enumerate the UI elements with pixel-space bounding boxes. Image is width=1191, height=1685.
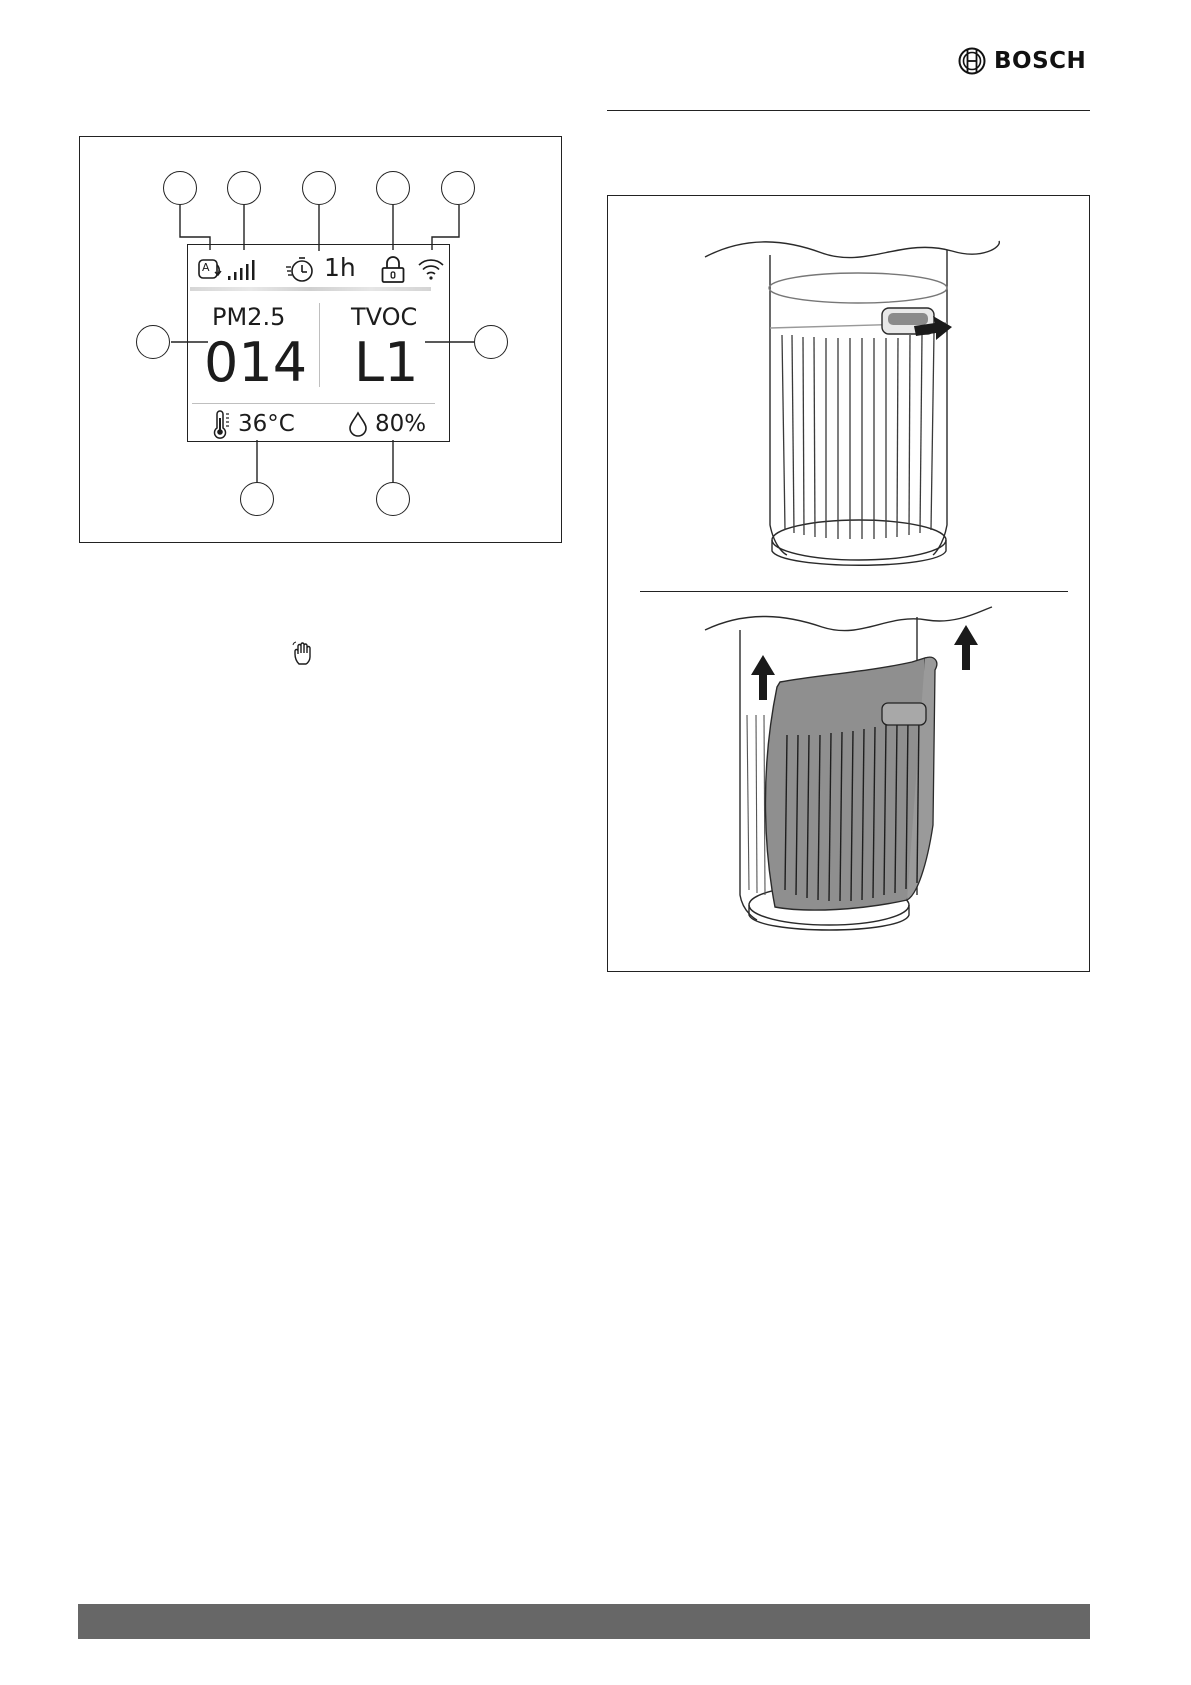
pm25-value: 014 bbox=[204, 331, 308, 394]
callout-timer bbox=[302, 171, 336, 205]
callout-lock bbox=[376, 171, 410, 205]
callout-tvoc bbox=[474, 325, 508, 359]
air-quality-display bbox=[187, 244, 450, 442]
fan-speed-bars-icon bbox=[228, 259, 258, 281]
timer-value: 1h bbox=[324, 253, 356, 282]
timer-icon bbox=[286, 254, 314, 284]
tvoc-value: L1 bbox=[354, 331, 419, 394]
callout-temperature bbox=[240, 482, 274, 516]
pm25-label: PM2.5 bbox=[212, 303, 286, 331]
bottom-separator bbox=[192, 403, 435, 404]
callout-humidity bbox=[376, 482, 410, 516]
callout-fan-speed bbox=[227, 171, 261, 205]
purifier-illustration-bottom bbox=[607, 595, 1090, 972]
humidity-value: 80% bbox=[375, 411, 427, 437]
callout-pm25 bbox=[136, 325, 170, 359]
wifi-icon bbox=[418, 257, 444, 281]
figure-step-separator bbox=[640, 591, 1068, 592]
callout-wifi bbox=[441, 171, 475, 205]
brand-name: BOSCH bbox=[994, 48, 1087, 74]
footer-bar bbox=[78, 1604, 1090, 1639]
humidity-drop-icon bbox=[348, 411, 368, 437]
temperature-value: 36°C bbox=[238, 411, 295, 437]
callout-mode bbox=[163, 171, 197, 205]
lock-icon bbox=[381, 255, 405, 284]
readings-divider bbox=[319, 303, 320, 387]
tvoc-label: TVOC bbox=[351, 303, 418, 331]
hand-touch-icon bbox=[293, 642, 315, 666]
status-separator bbox=[190, 287, 431, 291]
thermometer-icon bbox=[213, 410, 233, 438]
auto-mode-letter: A bbox=[202, 261, 210, 274]
